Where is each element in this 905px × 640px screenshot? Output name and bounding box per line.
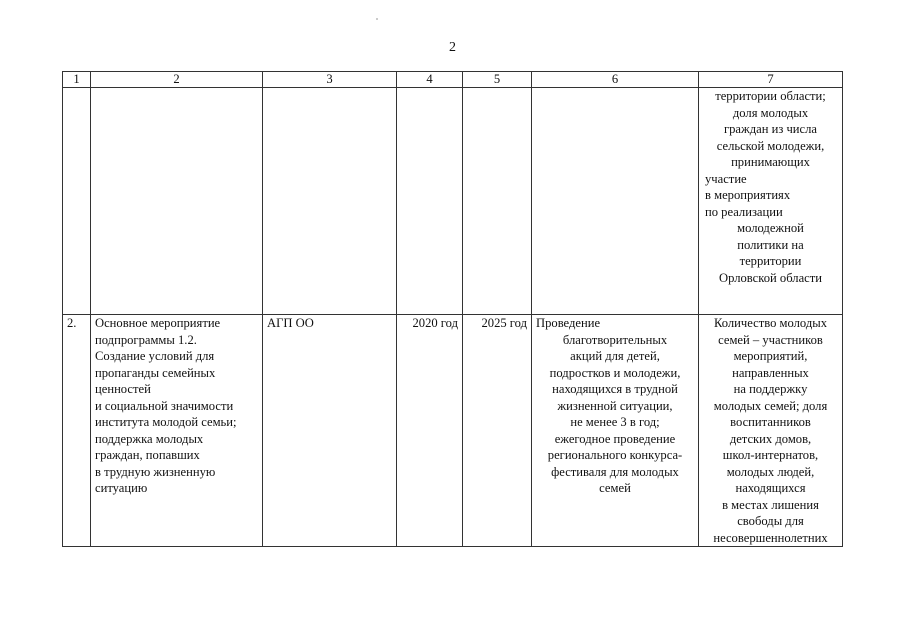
row1-col7-line: политики на — [737, 237, 804, 252]
row2-indicator-line: свободы для — [737, 514, 804, 528]
table-row — [63, 315, 843, 547]
row1-col7-line: в мероприятиях — [705, 188, 791, 202]
row1-col7-line: молодежной — [737, 221, 804, 235]
row1-col7-line: территории области; — [715, 89, 826, 103]
row2-measure-cell — [91, 315, 263, 547]
row2-indicator-cell — [699, 315, 843, 547]
row2-result-line: не менее 3 в год; — [570, 415, 660, 429]
row2-indicator-line: мероприятий, — [733, 349, 808, 363]
row2-indicator-line: школ-интернатов, — [722, 448, 819, 462]
row2-measure-line: пропаганды семейных — [95, 365, 216, 380]
row2-indicator-line: молодых людей, — [726, 464, 815, 479]
row2-end-year: 2025 год — [463, 315, 532, 547]
row2-result-cell — [532, 315, 699, 547]
row2-indicator-line: на поддержку — [733, 382, 808, 396]
header-col-3: 3 — [263, 72, 397, 88]
row1-col7-line: участие — [705, 171, 747, 186]
header-col-4: 4 — [397, 72, 463, 88]
header-col-6: 6 — [532, 72, 699, 88]
row2-indicator-line: воспитанников — [730, 415, 811, 429]
scan-speck — [376, 18, 378, 20]
header-col-1: 1 — [63, 72, 91, 88]
table-row — [63, 88, 843, 315]
program-table — [62, 71, 843, 547]
row1-col7-line: Орловской области — [718, 270, 823, 285]
row2-result-line: семей — [599, 481, 631, 495]
row1-col7-cell — [699, 88, 843, 315]
row1-col7-line: сельской молодежи, — [716, 138, 825, 153]
row1-col6-cell — [532, 88, 699, 315]
row2-result-line: находящихся в трудной — [552, 382, 678, 396]
page-number: 2 — [449, 40, 456, 55]
row2-measure-line: поддержка молодых — [95, 431, 204, 446]
row1-col2-cell — [91, 88, 263, 315]
row1-col7-line: доля молодых — [732, 105, 809, 120]
row2-measure-line: в трудную жизненную — [95, 464, 216, 479]
row2-number: 2. — [63, 315, 91, 547]
row2-measure-line: института молодой семьи; — [95, 415, 237, 429]
row2-measure-line: ситуацию — [95, 481, 148, 495]
row2-measure-line: Основное мероприятие — [95, 316, 221, 330]
row2-result-line: подростков и молодежи, — [549, 365, 681, 380]
row2-measure-line: Создание условий для — [95, 349, 215, 363]
row1-col7-line: принимающих — [731, 155, 810, 169]
header-col-2: 2 — [91, 72, 263, 88]
row2-start-year: 2020 год — [397, 315, 463, 547]
row1-col4-cell — [397, 88, 463, 315]
row1-col7-line: граждан из числа — [723, 122, 818, 136]
row2-result-line: регионального конкурса- — [547, 448, 683, 462]
row1-col7-line: по реализации — [705, 204, 783, 219]
header-col-5: 5 — [463, 72, 532, 88]
row2-measure-line: граждан, попавших — [95, 448, 200, 462]
row2-measure-line: подпрограммы 1.2. — [95, 332, 197, 347]
row2-measure-line: ценностей — [95, 382, 151, 396]
header-row — [63, 72, 843, 88]
row2-executor: АГП ОО — [263, 315, 397, 547]
row2-indicator-line: в местах лишения — [722, 497, 819, 512]
row2-result-line: фестиваля для молодых — [551, 464, 679, 479]
row1-col3-cell — [263, 88, 397, 315]
row2-result-line: жизненной ситуации, — [557, 398, 673, 413]
row2-indicator-line: семей – участников — [718, 332, 823, 347]
row1-col7-line: территории — [739, 254, 802, 268]
row2-indicator-line: молодых семей; доля — [713, 398, 828, 413]
row2-result-line: Проведение — [536, 316, 601, 330]
row2-result-line: благотворительных — [562, 332, 668, 347]
header-col-7: 7 — [699, 72, 843, 88]
row2-measure-line: и социальной значимости — [95, 398, 234, 413]
row1-col5-cell — [463, 88, 532, 315]
row2-indicator-line: направленных — [732, 365, 809, 380]
row2-indicator-line: детских домов, — [729, 431, 812, 446]
row2-indicator-line: Количество молодых — [713, 316, 828, 330]
row1-col1-cell — [63, 88, 91, 315]
row2-result-line: ежегодное проведение — [554, 431, 676, 446]
row2-indicator-line: несовершеннолетних — [713, 530, 828, 545]
row2-indicator-line: находящихся — [735, 481, 806, 495]
row2-result-line: акций для детей, — [570, 349, 660, 363]
